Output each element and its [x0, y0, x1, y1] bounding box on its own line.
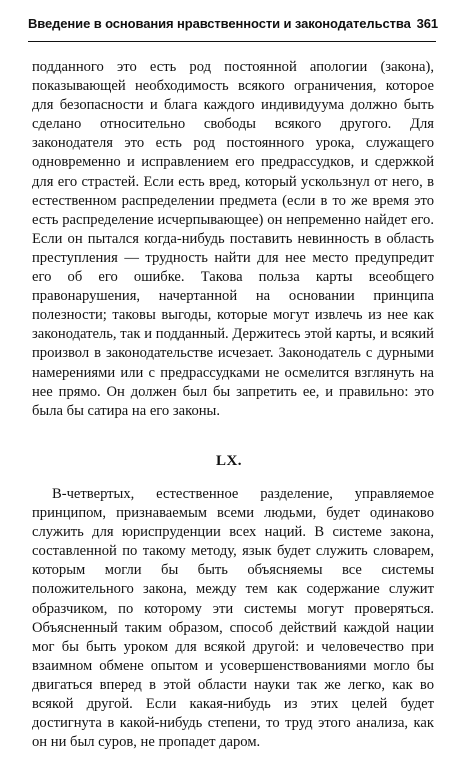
- body-text-bottom: [32, 485, 434, 752]
- section-heading: LX.: [215, 453, 243, 469]
- running-header: [28, 16, 438, 38]
- header-rule: [28, 41, 436, 42]
- paragraph: В-четвертых, естественное разделение, управляемое принципом, признаваемым всеми людьми, будет одинаково служить для юриспруденции всех наций. В системе закона, составленной по такому методу, язык будет служить словарем, которым могли бы быть объясняемы все системы положительного закона, между тем как содержание служит образчиком, по которому эти системы могут проверяться. Объясненный таким образом, способ действий каждой нации мог бы быть уроком для всякой другой: и человечество при взаимном обмене опытом и усовершенствованиями могло бы двигаться вперед в этой области науки так же легко, как во всякой другой. Если какая-нибудь из этих целей будет достигнута в какой-нибудь степени, то труд этого анализа, как он ни был суров, не пропадет даром.: [32, 486, 434, 751]
- paragraph: подданного это есть род постоянной апологии (закона), показывающей необходимость всякого ограничения, которое для безопасности и блага каждого индивидуума должно быть сделано относительно свободы всякого другого. Для законодателя это есть род постоянного урока, служащего одновременно и исправлением его предрассудков, и сдержкой для его страстей. Если есть вред, который ускользнул от него, в естественном распределении предмета (если в то же время это есть распределение исчерпывающее) он непременно найдет его. Если он пытался когда-нибудь поставить невинность в область преступления — трудность найти для нее место предупредит его об его ошибке. Такова польза карты всеобщего правонарушения, начертанной на основании принципа полезности; таковы выгоды, которые могут извлечь из нее как законодатель, так и подданный. Держитесь этой карты, и всякий произвол в законодательстве исчезает. Законодатель с дурными намерениями или с предрассудками не осмелится взглянуть на нее прямо. Он должен был бы запретить ее, и правильно: это была бы сатира на его законы.: [32, 59, 434, 419]
- running-header-title: Введение в основания нравственности и законодательства: [28, 16, 411, 31]
- body-text-top: [32, 58, 434, 421]
- page-number: 361: [416, 16, 438, 31]
